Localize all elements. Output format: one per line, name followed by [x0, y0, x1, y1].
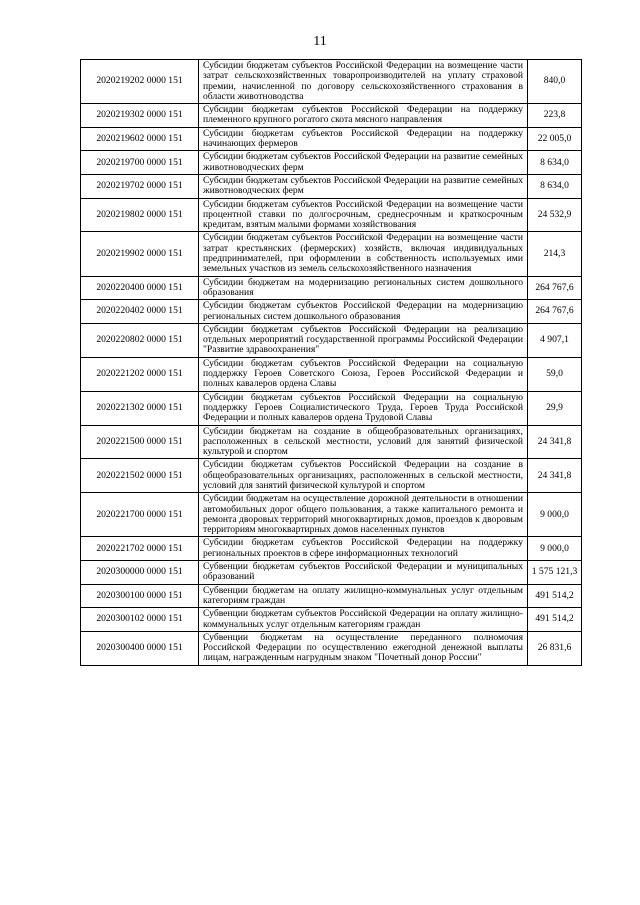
budget-code-cell: 2020221202 0000 151: [81, 357, 199, 391]
table-row: [81, 323, 582, 357]
amount-cell: 59,0: [528, 357, 582, 391]
budget-code-cell: 2020300102 0000 151: [81, 608, 199, 632]
table-row: [81, 357, 582, 391]
table-row: [81, 232, 582, 276]
amount-cell: 223,8: [528, 104, 582, 128]
description-cell: Субсидии бюджетам субъектов Российской Федерации на развитие семейных животноводческих ферм: [199, 174, 528, 198]
table-row: [81, 300, 582, 324]
page-number: 11: [313, 34, 327, 49]
amount-cell: 24 341,8: [528, 459, 582, 493]
budget-code-cell: 2020300100 0000 151: [81, 584, 199, 608]
description-cell: Субсидии бюджетам субъектов Российской Федерации на поддержку региональных проектов в сфере информационных технологий: [199, 537, 528, 561]
table-row: [81, 391, 582, 425]
description-cell: Субвенции бюджетам на оплату жилищно-коммунальных услуг отдельным категориям граждан: [199, 584, 528, 608]
table-row: [81, 631, 582, 665]
amount-cell: 264 767,6: [528, 300, 582, 324]
table-row: [81, 537, 582, 561]
amount-cell: 29,9: [528, 391, 582, 425]
amount-cell: 491 514,2: [528, 608, 582, 632]
amount-cell: 214,3: [528, 232, 582, 276]
amount-cell: 22 005,0: [528, 127, 582, 151]
budget-code-cell: 2020300400 0000 151: [81, 631, 199, 665]
description-cell: Субсидии бюджетам на создание в общеобразовательных организациях, расположенных в сельской местности, условий для занятий физической культурой и спортом: [199, 425, 528, 459]
budget-code-cell: 2020219602 0000 151: [81, 127, 199, 151]
table-row: [81, 459, 582, 493]
budget-code-cell: 2020220802 0000 151: [81, 323, 199, 357]
description-cell: Субсидии бюджетам субъектов Российской Федерации на возмещение части процентной ставки по долгосрочным, среднесрочным и краткосрочным кредитам, взятым малыми формами хозяйствования: [199, 198, 528, 232]
description-cell: Субсидии бюджетам субъектов Российской Федерации на создание в общеобразовательных организациях, расположенных в сельской местности, условий для занятий физической культурой и спортом: [199, 459, 528, 493]
description-cell: Субсидии бюджетам субъектов Российской Федерации на возмещение части затрат сельскохозяйственных товаропроизводителей на уплату страховой премии, начисленной по договору сельскохозяйственного страхования в области животноводства: [199, 60, 528, 104]
description-cell: Субсидии бюджетам на модернизацию региональных систем дошкольного образования: [199, 276, 528, 300]
description-cell: Субсидии бюджетам субъектов Российской Федерации на социальную поддержку Героев Социалистического Труда, Героев Труда Российской Федерации и полных кавалеров ордена Трудовой Славы: [199, 391, 528, 425]
budget-code-cell: 2020221302 0000 151: [81, 391, 199, 425]
amount-cell: 8 634,0: [528, 174, 582, 198]
budget-code-cell: 2020219202 0000 151: [81, 60, 199, 104]
amount-cell: 840,0: [528, 60, 582, 104]
budget-code-cell: 2020221700 0000 151: [81, 493, 199, 537]
table-row: [81, 425, 582, 459]
table-row: [81, 174, 582, 198]
amount-cell: 1 575 121,3: [528, 561, 582, 585]
amount-cell: 24 532,9: [528, 198, 582, 232]
table-row: [81, 127, 582, 151]
table-row: [81, 561, 582, 585]
description-cell: Субсидии бюджетам субъектов Российской Федерации на поддержку начинающих фермеров: [199, 127, 528, 151]
description-cell: Субвенции бюджетам субъектов Российской Федерации и муниципальных образований: [199, 561, 528, 585]
description-cell: Субсидии бюджетам субъектов Российской Федерации на возмещение части затрат крестьянских (фермерских) хозяйств, включая индивидуальных предпринимателей, при оформлении в собственность используемых ими земельных участков из земель сельскохозяйственного назначения: [199, 232, 528, 276]
description-cell: Субсидии бюджетам субъектов Российской Федерации на модернизацию региональных систем дошкольного образования: [199, 300, 528, 324]
amount-cell: 9 000,0: [528, 537, 582, 561]
amount-cell: 4 907,1: [528, 323, 582, 357]
amount-cell: 26 831,6: [528, 631, 582, 665]
table-row: [81, 198, 582, 232]
budget-code-cell: 2020221502 0000 151: [81, 459, 199, 493]
budget-code-cell: 2020219902 0000 151: [81, 232, 199, 276]
budget-code-cell: 2020220402 0000 151: [81, 300, 199, 324]
budget-code-cell: 2020221500 0000 151: [81, 425, 199, 459]
amount-cell: 9 000,0: [528, 493, 582, 537]
budget-code-cell: 2020219302 0000 151: [81, 104, 199, 128]
budget-code-cell: 2020221702 0000 151: [81, 537, 199, 561]
table-row: [81, 276, 582, 300]
table-row: [81, 493, 582, 537]
table-row: [81, 104, 582, 128]
amount-cell: 264 767,6: [528, 276, 582, 300]
budget-code-cell: 2020219802 0000 151: [81, 198, 199, 232]
budget-table: [80, 59, 582, 666]
description-cell: Субсидии бюджетам субъектов Российской Федерации на реализацию отдельных мероприятий государственной программы Российской Федерации "Развитие здравоохранения": [199, 323, 528, 357]
amount-cell: 8 634,0: [528, 151, 582, 175]
description-cell: Субсидии бюджетам субъектов Российской Федерации на социальную поддержку Героев Советского Союза, Героев Российской Федерации и полных кавалеров ордена Славы: [199, 357, 528, 391]
table-row: [81, 584, 582, 608]
table-row: [81, 608, 582, 632]
description-cell: Субсидии бюджетам субъектов Российской Федерации на поддержку племенного крупного рогатого скота мясного направления: [199, 104, 528, 128]
description-cell: Субвенции бюджетам субъектов Российской Федерации на оплату жилищно-коммунальных услуг отдельным категориям граждан: [199, 608, 528, 632]
budget-code-cell: 2020219700 0000 151: [81, 151, 199, 175]
budget-code-cell: 2020300000 0000 151: [81, 561, 199, 585]
description-cell: Субсидии бюджетам на осуществление дорожной деятельности в отношении автомобильных дорог общего пользования, а также капитального ремонта и ремонта дворовых территорий многоквартирных домов, проездов к дворовым территориям многоквартирных домов населенных пунктов: [199, 493, 528, 537]
description-cell: Субсидии бюджетам субъектов Российской Федерации на развитие семейных животноводческих ферм: [199, 151, 528, 175]
amount-cell: 491 514,2: [528, 584, 582, 608]
budget-code-cell: 2020220400 0000 151: [81, 276, 199, 300]
amount-cell: 24 341,8: [528, 425, 582, 459]
table-row: [81, 151, 582, 175]
table-row: [81, 60, 582, 104]
budget-code-cell: 2020219702 0000 151: [81, 174, 199, 198]
budget-table-body: [81, 60, 582, 666]
description-cell: Субвенции бюджетам на осуществление переданного полномочия Российской Федерации по осуществлению ежегодной денежной выплаты лицам, награжденным нагрудным знаком "Почетный донор России": [199, 631, 528, 665]
